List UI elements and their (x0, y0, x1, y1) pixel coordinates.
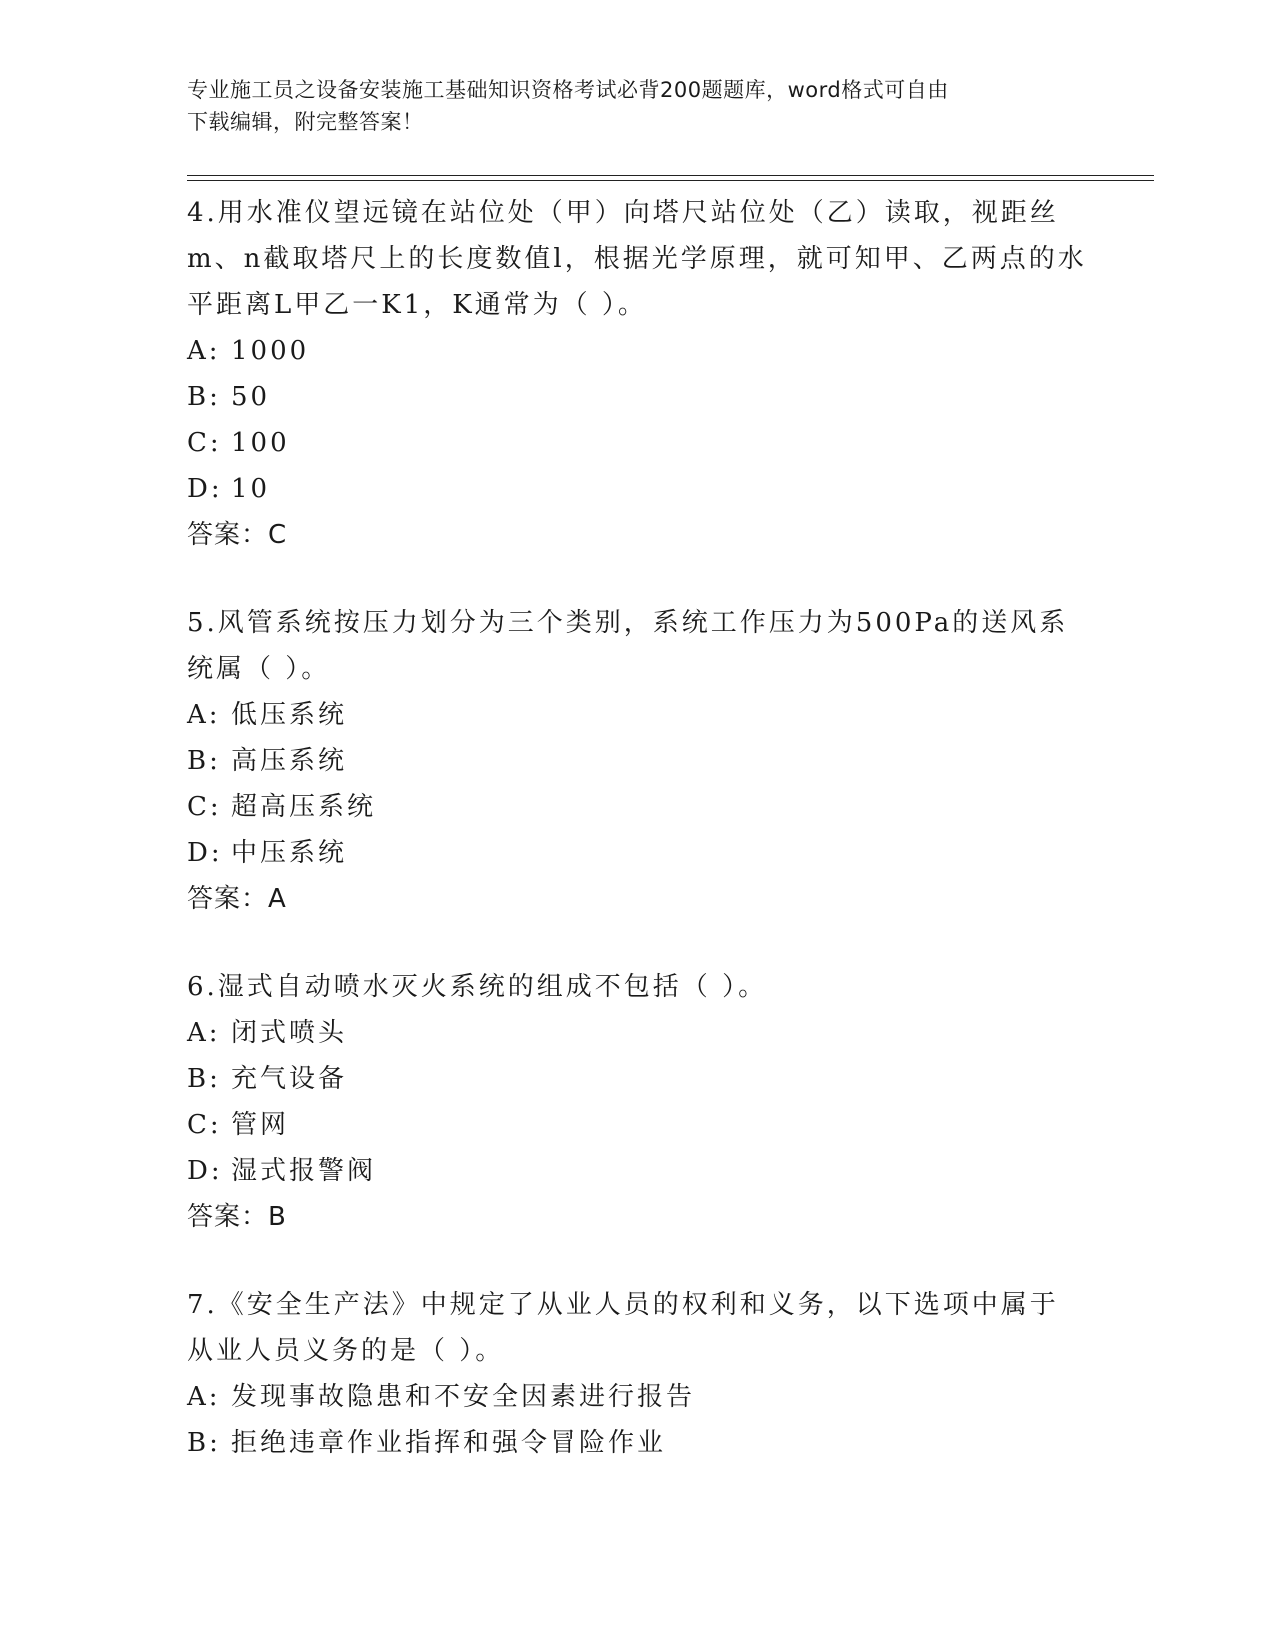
question-stem: 5.风管系统按压力划分为三个类别，系统工作压力为500Pa的送风系统属（ ）。 (187, 608, 1069, 684)
question-6 (187, 964, 1087, 1240)
option-text: 管网 (231, 1110, 290, 1140)
option-letter: B: (187, 1428, 221, 1458)
option-text: 发现事故隐患和不安全因素进行报告 (231, 1382, 696, 1412)
option-letter: D: (187, 1156, 223, 1186)
option-b (187, 374, 1087, 420)
option-a (187, 692, 1087, 738)
header-divider (187, 175, 1154, 181)
option-d (187, 830, 1087, 876)
option-b (187, 1420, 1087, 1466)
option-letter: D: (187, 838, 223, 868)
option-text: 超高压系统 (231, 792, 377, 822)
header-line-1: 专业施工员之设备安装施工基础知识资格考试必背200题题库，word格式可自由 (187, 78, 949, 102)
answer-line: 答案：B (187, 1202, 287, 1232)
option-letter: A: (187, 336, 221, 366)
question-stem: 4.用水准仪望远镜在站位处（甲）向塔尺站位处（乙）读取，视距丝m、n截取塔尺上的长度数值l，根据光学原理，就可知甲、乙两点的水平距离L甲乙一K1，K通常为（ ）。 (187, 198, 1087, 320)
option-letter: B: (187, 1064, 221, 1094)
option-text: 湿式报警阀 (231, 1156, 377, 1186)
option-letter: B: (187, 746, 221, 776)
question-stem: 7.《安全生产法》中规定了从业人员的权利和义务，以下选项中属于从业人员义务的是（ ）。 (187, 1290, 1059, 1366)
option-text: 1000 (231, 336, 310, 366)
option-b (187, 738, 1087, 784)
question-stem: 6.湿式自动喷水灭火系统的组成不包括（ ）。 (187, 972, 768, 1002)
option-letter: C: (187, 792, 222, 822)
question-5 (187, 600, 1087, 922)
header-line-2: 下载编辑，附完整答案！ (187, 110, 424, 134)
option-letter: A: (187, 1382, 221, 1412)
option-a (187, 328, 1087, 374)
option-text: 10 (231, 474, 271, 504)
question-7 (187, 1282, 1087, 1466)
option-letter: C: (187, 428, 222, 458)
question-4 (187, 190, 1087, 558)
answer-line: 答案：C (187, 520, 288, 550)
answer-line: 答案：A (187, 884, 287, 914)
option-letter: C: (187, 1110, 222, 1140)
option-c (187, 1102, 1087, 1148)
option-letter: A: (187, 700, 221, 730)
option-text: 50 (231, 382, 271, 412)
option-text: 中压系统 (231, 838, 348, 868)
option-text: 低压系统 (231, 700, 348, 730)
option-a (187, 1010, 1087, 1056)
option-d (187, 1148, 1087, 1194)
question-list (187, 190, 1087, 1508)
option-letter: A: (187, 1018, 221, 1048)
option-letter: B: (187, 382, 221, 412)
option-d (187, 466, 1087, 512)
document-header (187, 74, 1087, 138)
option-c (187, 420, 1087, 466)
option-text: 充气设备 (231, 1064, 348, 1094)
option-letter: D: (187, 474, 223, 504)
option-text: 闭式喷头 (231, 1018, 348, 1048)
option-text: 100 (231, 428, 290, 458)
option-text: 高压系统 (231, 746, 348, 776)
option-b (187, 1056, 1087, 1102)
option-a (187, 1374, 1087, 1420)
option-text: 拒绝违章作业指挥和强令冒险作业 (231, 1428, 667, 1458)
option-c (187, 784, 1087, 830)
